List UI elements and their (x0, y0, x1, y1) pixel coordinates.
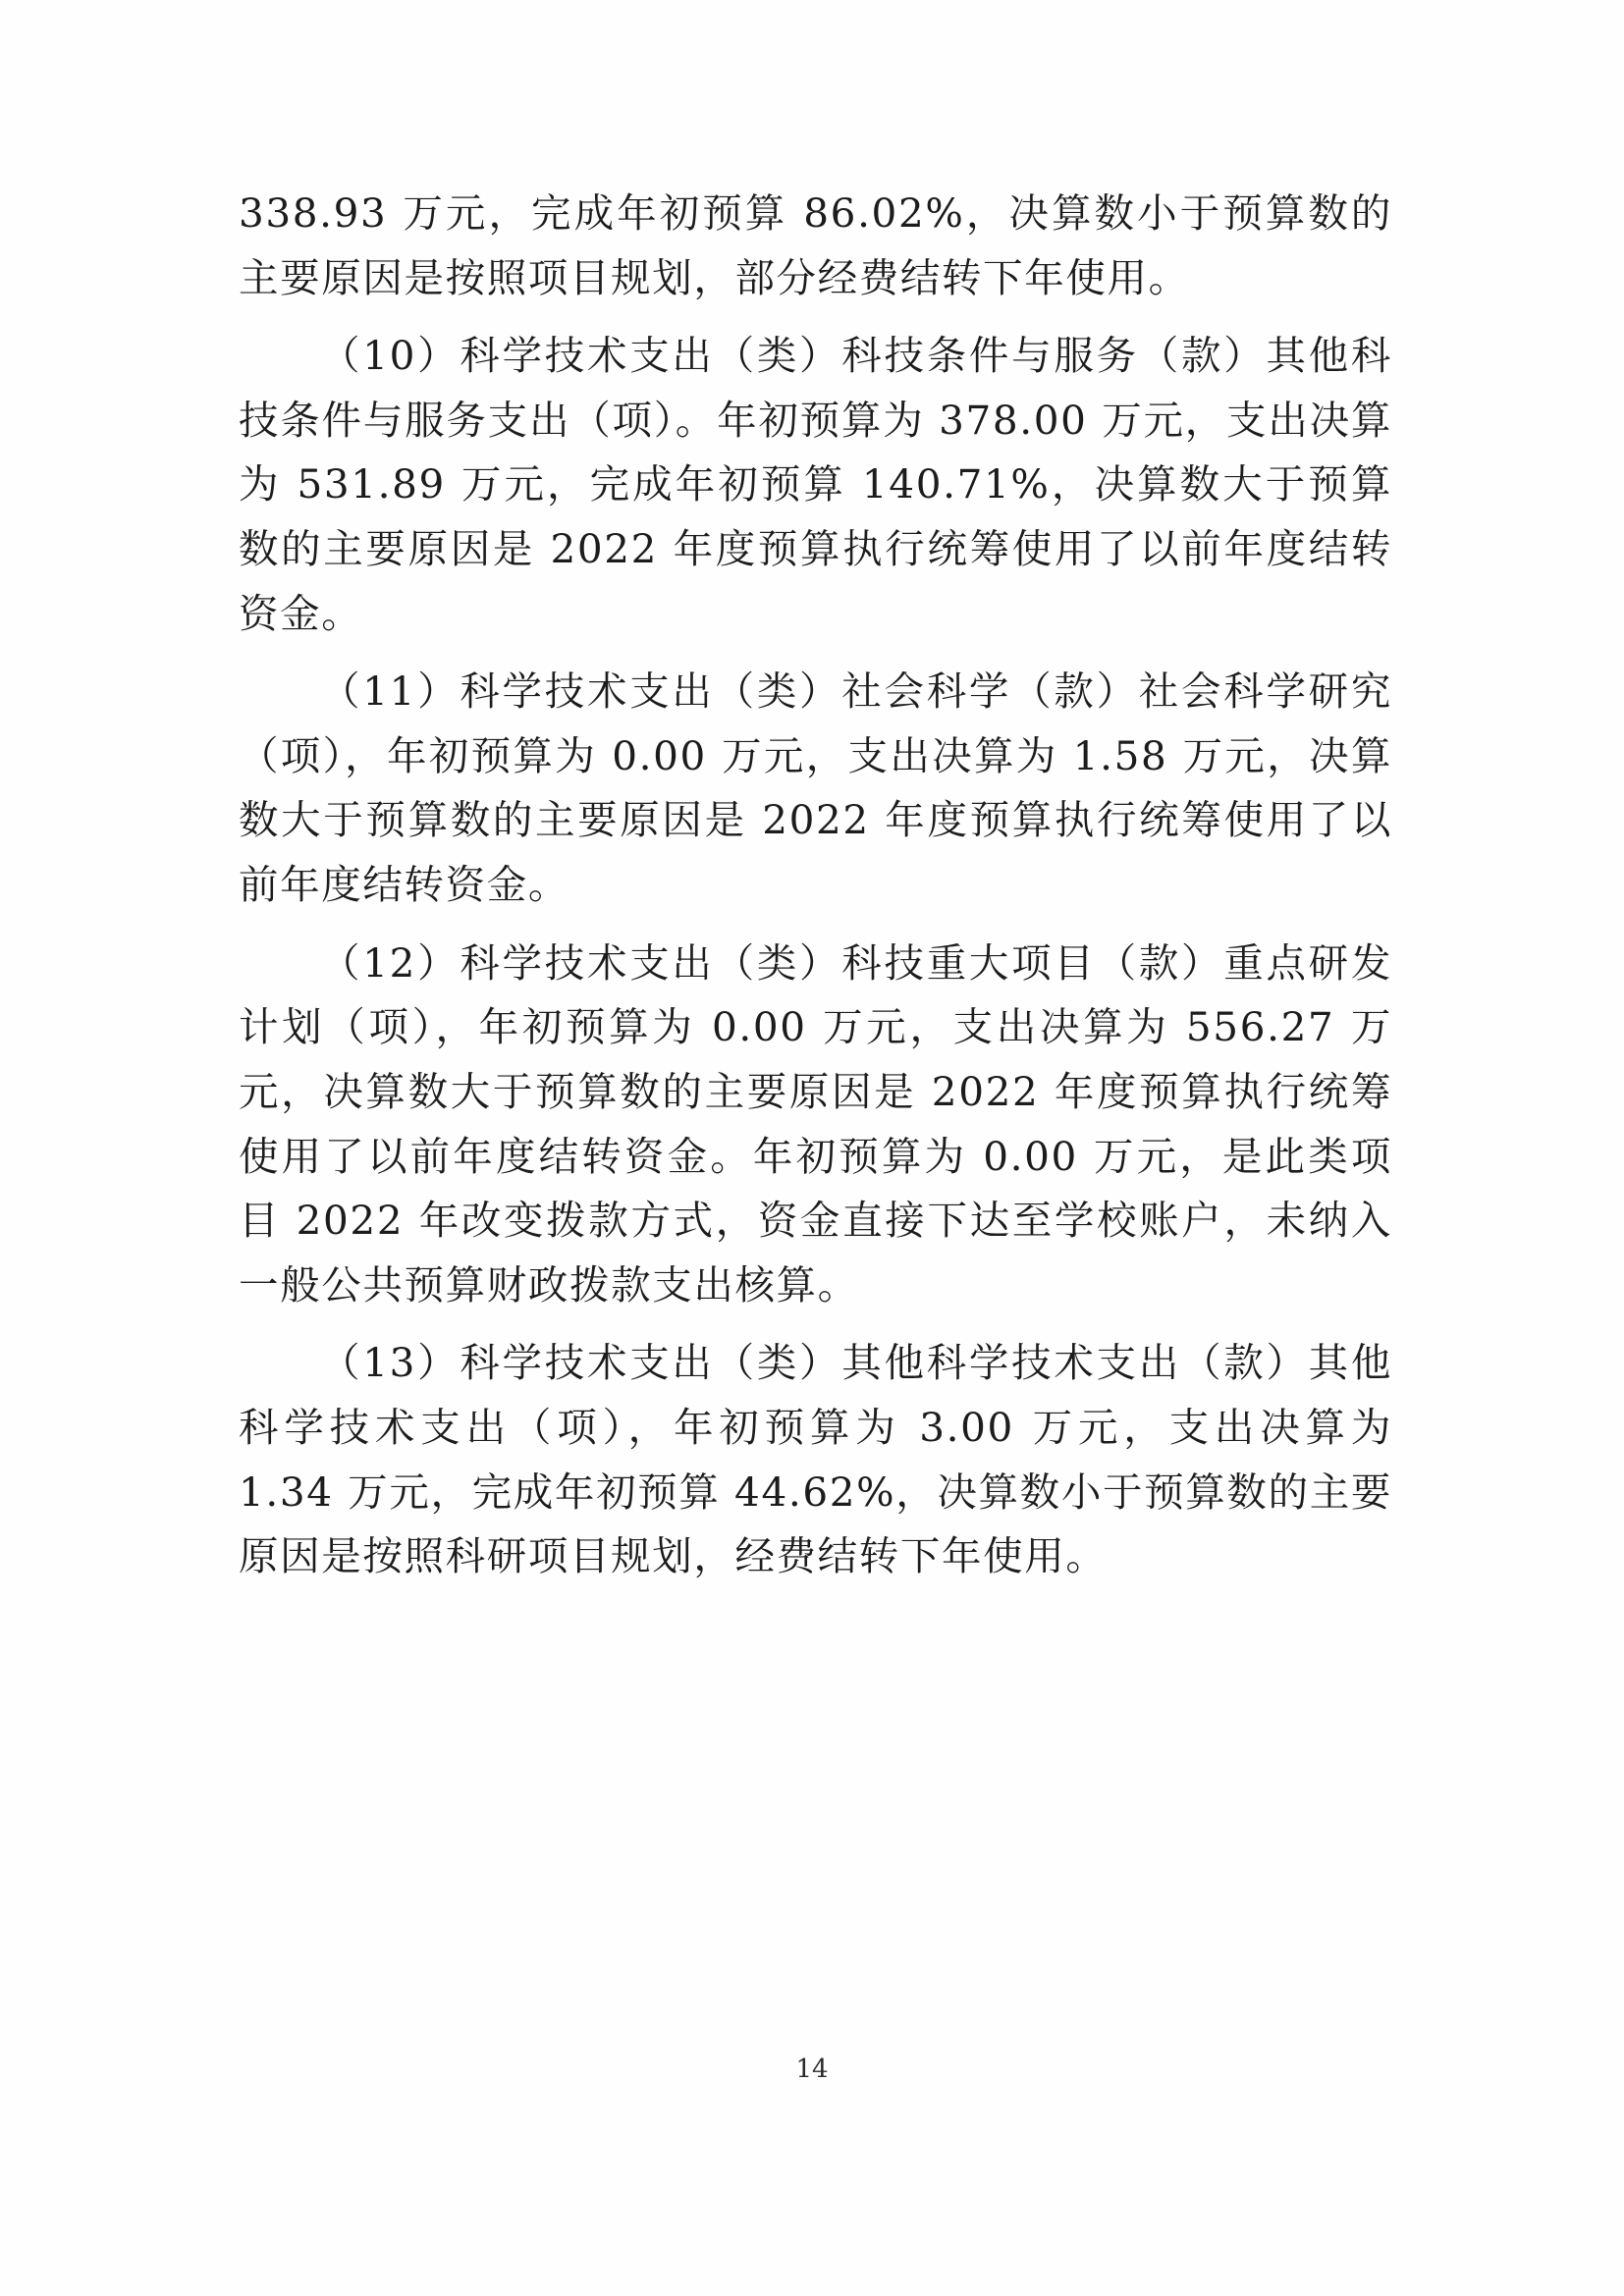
paragraph-continued: 338.93 万元，完成年初预算 86.02%，决算数小于预算数的主要原因是按照项目规划，部分经费结转下年使用。 (239, 189, 1392, 301)
paragraph-item-13: （13）科学技术支出（类）其他科学技术支出（款）其他科学技术支出（项），年初预算为 3.00 万元，支出决算为 1.34 万元，完成年初预算 44.62%，决算数小于预算数的主要原因是按照科研项目规划，经费结转下年使用。 (239, 1339, 1392, 1580)
page-number: 14 (795, 2055, 829, 2084)
paragraph-spacer (239, 314, 1392, 324)
paragraph-item-11: （11）科学技术支出（类）社会科学（款）社会科学研究（项），年初预算为 0.00 万元，支出决算为 1.58 万元，决算数大于预算数的主要原因是 2022 年度预算执行统筹使用了以前年度结转资金。 (239, 667, 1392, 909)
paragraph-item-10: （10）科学技术支出（类）科技条件与服务（款）其他科技条件与服务支出（项）。年初预算为 378.00 万元，支出决算为 531.89 万元，完成年初预算 140.71%，决算数大于预算数的主要原因是 2022 年度预算执行统筹使用了以前年度结转资金。 (239, 332, 1392, 637)
page-body (239, 182, 1392, 1593)
paragraph-spacer (239, 1321, 1392, 1331)
paragraph-item-12: （12）科学技术支出（类）科技重大项目（款）重点研发计划（项），年初预算为 0.00 万元，支出决算为 556.27 万元，决算数大于预算数的主要原因是 2022 年度预算执行统筹使用了以前年度结转资金。年初预算为 0.00 万元，是此类项目 2022 年改变拨款方式，资金直接下达至学校账户，未纳入一般公共预算财政拨款支出核算。 (239, 938, 1392, 1308)
paragraph-spacer (239, 650, 1392, 660)
paragraph-spacer (239, 922, 1392, 932)
